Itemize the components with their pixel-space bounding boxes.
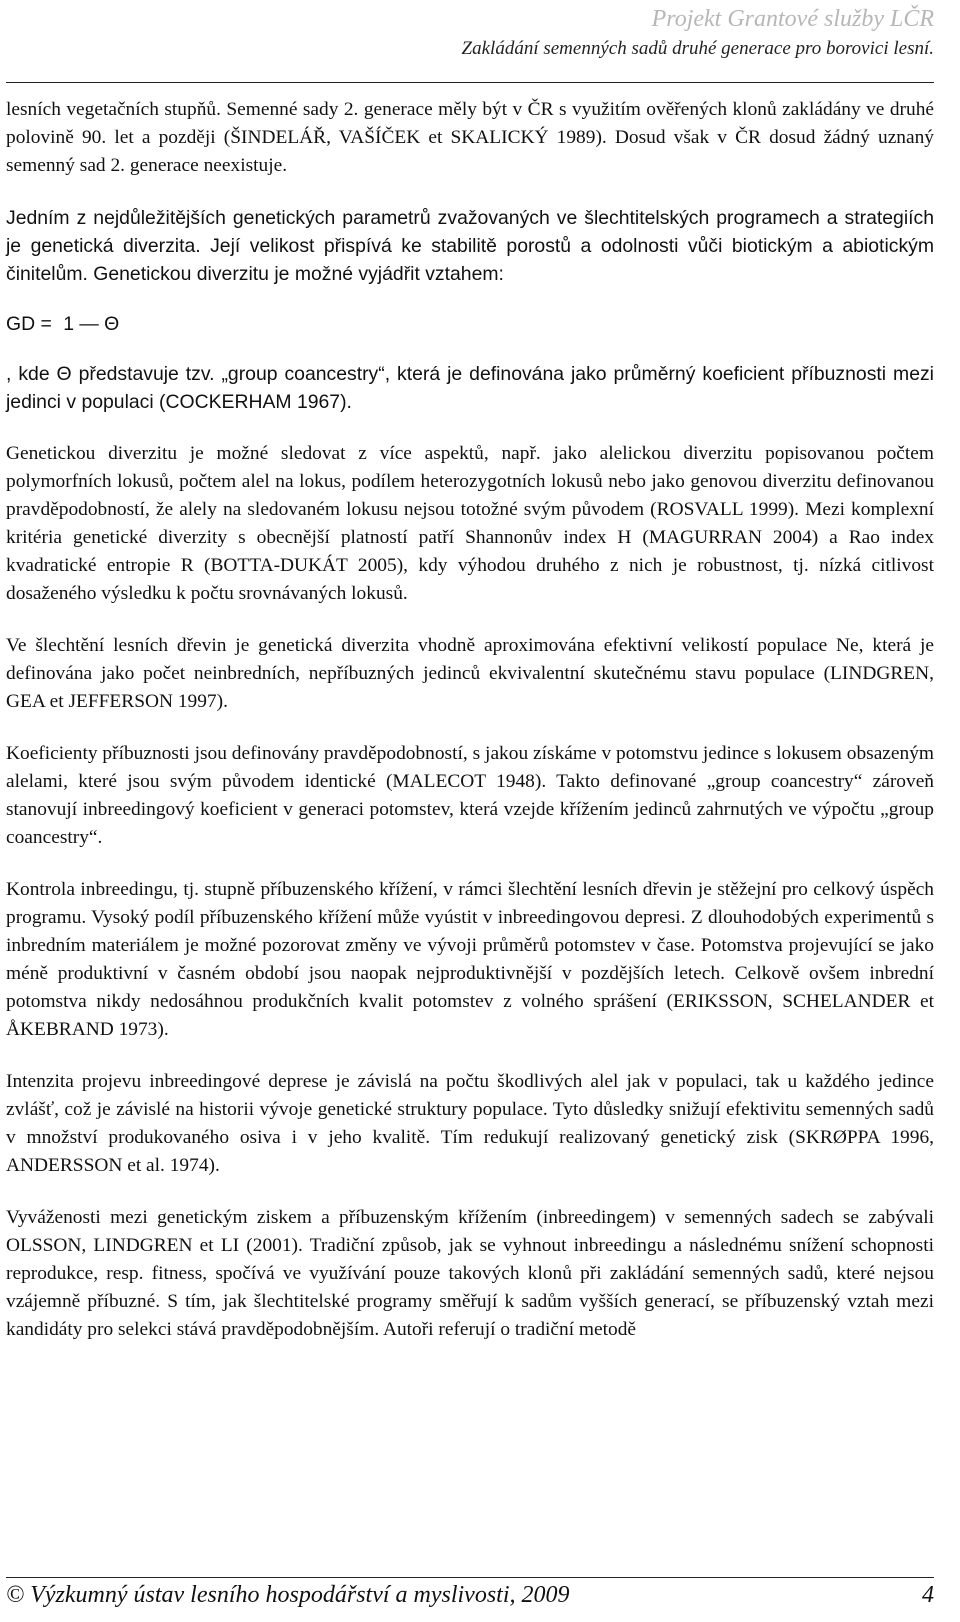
paragraph-8: Intenzita projevu inbreedingové deprese je závislá na počtu škodlivých alel jak v populaci, tak u každého jedince zvlášť, což je závislé na historii vývoje genetické struktury populace. Tyto důsledky snižují efektivitu semenných sadů v množství produkovaného osiva i v jeho kvalitě. Tím redukují realizovaný genetický zisk (SKRØPPA 1996, ANDERSSON et al. 1974). <box>6 1071 934 1176</box>
paragraph-6: Koeficienty příbuznosti jsou definovány pravděpodobností, s jakou získáme v potomstvu jedince s lokusem obsazeným alelami, které jsou svým původem identické (MALECOT 1948). Takto definované „group coancestry“ zároveň stanovují inbreedingový koeficient v generaci potomstev, která vzejde křížením jedinců zahrnutých ve výpočtu „group coancestry“. <box>6 743 934 848</box>
header-divider <box>6 82 934 83</box>
page-footer <box>6 1580 934 1610</box>
paragraph-4: Genetickou diverzitu je možné sledovat z více aspektů, např. jako alelickou diverzitu popisovanou počtem polymorfních lokusů, počtem alel na lokus, podílem heterozygotních lokusů nebo jako genovou diverzitu definovanou pravděpodobností, že alely na sledovaném lokusu nejsou totožné svým původem (ROSVALL 1999). Mezi komplexní kritéria genetické diverzity s obecnější platností patří Shannonův index H (MAGURRAN 2004) a Rao index kvadratické entropie R (BOTTA-DUKÁT 2005), kdy výhodou druhého z nich je robustnost, tj. nízká citlivost dosaženého výsledku k počtu srovnávaných lokusů. <box>6 443 934 604</box>
formula-lhs: GD = <box>6 313 52 335</box>
page-number: 4 <box>922 1582 934 1608</box>
document-body <box>6 96 934 1368</box>
formula-gd <box>6 310 934 338</box>
page-header <box>462 4 934 64</box>
paragraph-9: Vyváženosti mezi genetickým ziskem a příbuzenským křížením (inbreedingem) v semenných sadech se zabývali OLSSON, LINDGREN et LI (2001). Tradiční způsob, jak se vyhnout inbreedingu a následnému snížení schopnosti reprodukce, resp. fitness, spočívá ve využívání pouze takových klonů při zakládání semenných sadů, které nejsou vzájemně příbuzné. S tím, jak šlechtitelské programy směřují k sadům vyšších generací, se příbuzenský vztah mezi kandidáty pro selekci stává pravděpodobnějším. Autoři referují o tradiční metodě <box>6 1207 934 1340</box>
formula-rhs: 1 — Θ <box>63 313 120 335</box>
paragraph-7: Kontrola inbreedingu, tj. stupně příbuzenského křížení, v rámci šlechtění lesních dřevin je stěžejní pro celkový úspěch programu. Vysoký podíl příbuzenského křížení může vyústit v inbreedingovou depresi. Z dlouhodobých experimentů s inbredním materiálem je možné pozorovat změny ve vývoji průměrů potomstev v čase. Potomstva projevující se jako méně produktivní v časném období jsou naopak nejproduktivnější v pozdějších letech. Celkově ovšem inbrední potomstva nikdy nedosáhnou produkčních kvalit potomstev z volného sprášení (ERIKSSON, SCHELANDER et ÅKEBRAND 1973). <box>6 879 934 1040</box>
paragraph-3: , kde Θ představuje tzv. „group coancestry“, která je definována jako průměrný koeficient příbuznosti mezi jedinci v populaci (COCKERHAM 1967). <box>6 363 934 413</box>
footer-copyright: © Výzkumný ústav lesního hospodářství a myslivosti, 2009 <box>6 1582 570 1608</box>
header-project-title: Projekt Grantové služby LČR <box>651 6 934 32</box>
header-subtitle: Zakládání semenných sadů druhé generace pro borovici lesní. <box>461 38 934 59</box>
paragraph-1: lesních vegetačních stupňů. Semenné sady 2. generace měly být v ČR s využitím ověřených klonů zakládány ve druhé polovině 90. let a později (ŠINDELÁŘ, VAŠÍČEK et SKALICKÝ 1989). Dosud však v ČR dosud žádný uznaný semenný sad 2. generace neexistuje. <box>6 99 934 176</box>
paragraph-2: Jedním z nejdůležitějších genetických parametrů zvažovaných ve šlechtitelských programech a strategiích je genetická diverzita. Její velikost přispívá ke stabilitě porostů a odolnosti vůči biotickým a abiotickým činitelům. Genetickou diverzitu je možné vyjádřit vztahem: <box>6 207 934 285</box>
footer-divider <box>6 1577 934 1578</box>
paragraph-5: Ve šlechtění lesních dřevin je genetická diverzita vhodně aproximována efektivní velikostí populace Ne, která je definována jako počet neinbredních, nepříbuzných jedinců ekvivalentní skutečnému stavu populace (LINDGREN, GEA et JEFFERSON 1997). <box>6 635 934 712</box>
